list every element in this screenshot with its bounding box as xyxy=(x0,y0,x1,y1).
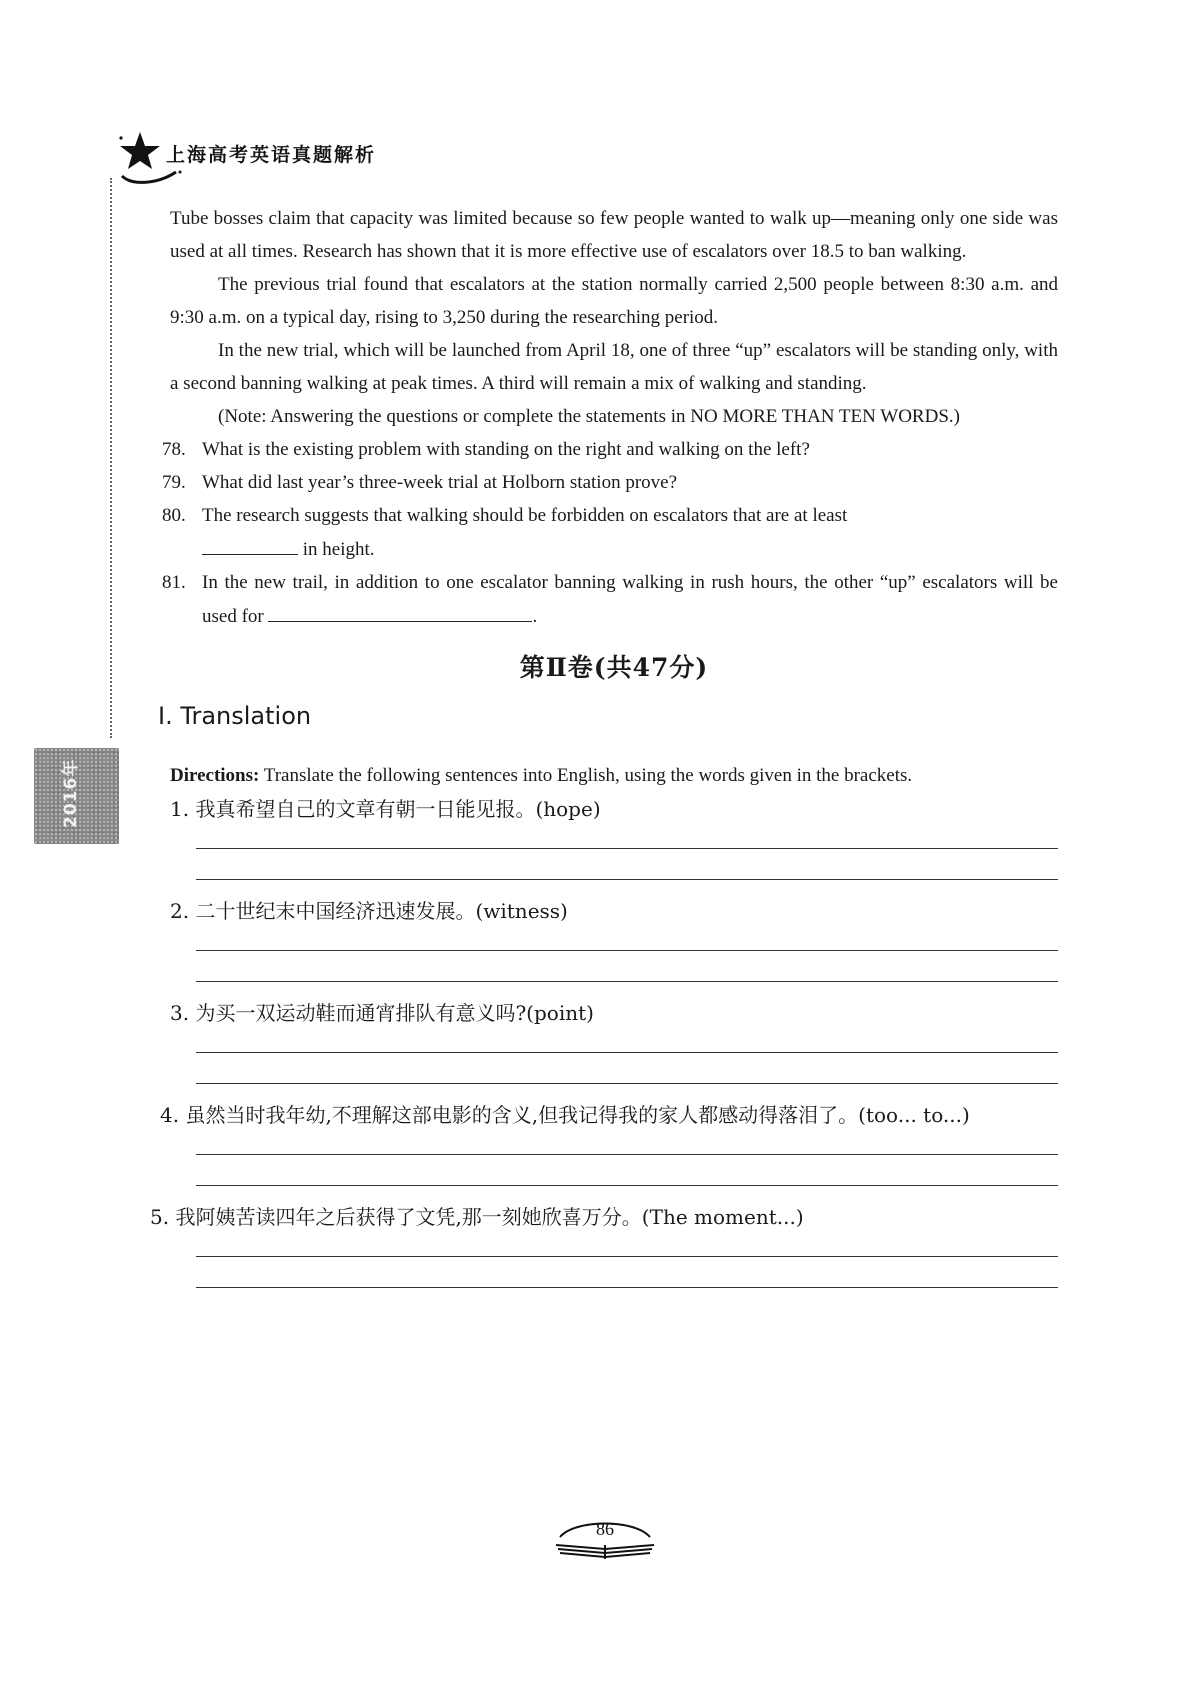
translation-item xyxy=(160,1098,1058,1186)
item-text: 我真希望自己的文章有朝一日能见报。(hope) xyxy=(195,797,601,821)
answer-line[interactable] xyxy=(196,1052,1058,1053)
item-text: 二十世纪末中国经济迅速发展。(witness) xyxy=(195,899,568,923)
directions-text: Translate the following sentences into English, using the words given in the brackets. xyxy=(263,765,913,786)
answer-line[interactable] xyxy=(196,879,1058,880)
translation-item xyxy=(170,792,1058,880)
note-paragraph: (Note: Answering the questions or complete the statements in NO MORE THAN TEN WORDS.) xyxy=(218,406,960,427)
directions-label: Directions: xyxy=(170,765,260,786)
year-label: 2016年 xyxy=(61,758,81,828)
answer-line[interactable] xyxy=(196,1154,1058,1155)
part-heading: I. Translation xyxy=(158,702,312,730)
question-text xyxy=(202,499,1058,566)
answer-line[interactable] xyxy=(196,1287,1058,1288)
answer-blank[interactable] xyxy=(268,599,532,622)
answer-line[interactable] xyxy=(196,848,1058,849)
answer-line[interactable] xyxy=(196,1185,1058,1186)
question-text: What is the existing problem with standing on the right and walking on the left? xyxy=(202,439,810,460)
item-number: 2. xyxy=(170,899,190,923)
question-text-after: . xyxy=(532,606,538,627)
translation-sentence xyxy=(170,792,1058,826)
answer-line[interactable] xyxy=(196,950,1058,951)
item-number: 5. xyxy=(150,1205,170,1229)
translation-item xyxy=(170,894,1058,982)
passage-paragraph: Tube bosses claim that capacity was limited because so few people wanted to walk up—meaning only one side was used at all times. Research has shown that it is more effective use of escalators over 18.5 to ban walking. xyxy=(170,208,1058,262)
question-number: 81. xyxy=(162,572,186,593)
book-title: 上海高考英语真题解析 xyxy=(166,144,377,166)
question-number: 80. xyxy=(162,505,186,526)
year-side-tab xyxy=(34,748,119,844)
reading-passage xyxy=(170,202,1058,433)
item-number: 4. xyxy=(160,1103,180,1127)
translation-item xyxy=(150,1200,1058,1288)
item-text: 为买一双运动鞋而通宵排队有意义吗?(point) xyxy=(195,1001,594,1025)
question-item xyxy=(162,433,1058,466)
translation-sentence xyxy=(170,894,1058,928)
answer-line[interactable] xyxy=(196,1256,1058,1257)
item-number: 1. xyxy=(170,797,190,821)
section-title: 第Ⅱ卷(共47分) xyxy=(519,653,709,682)
question-text-before: In the new trail, in addition to one escalator banning walking in rush hours, the other “up” escalators will be used for xyxy=(202,572,1058,627)
translation-list xyxy=(150,792,1058,1288)
question-item xyxy=(162,499,1058,566)
item-number: 3. xyxy=(170,1001,190,1025)
passage-paragraph: In the new trial, which will be launched from April 18, one of three “up” escalators will be standing only, with a second banning walking at peak times. A third will remain a mix of walking and standing. xyxy=(170,340,1058,394)
passage-paragraph: The previous trial found that escalators at the station normally carried 2,500 people between 8:30 a.m. and 9:30 a.m. on a typical day, rising to 3,250 during the researching period. xyxy=(170,274,1058,328)
translation-sentence xyxy=(150,1200,1058,1234)
item-text: 我阿姨苦读四年之后获得了文凭,那一刻她欣喜万分。(The moment...) xyxy=(175,1205,804,1229)
margin-rule xyxy=(110,178,112,738)
question-text: What did last year’s three-week trial at Holborn station prove? xyxy=(202,472,678,493)
translation-sentence xyxy=(160,1098,1058,1132)
question-text xyxy=(202,566,1058,633)
question-number: 79. xyxy=(162,472,186,493)
question-list xyxy=(162,433,1058,633)
question-item xyxy=(162,466,1058,499)
answer-blank[interactable] xyxy=(202,532,298,555)
page-number-badge xyxy=(550,1515,660,1561)
question-number: 78. xyxy=(162,439,186,460)
translation-item xyxy=(170,996,1058,1084)
question-item xyxy=(162,566,1058,633)
page-header xyxy=(118,128,518,188)
page-number: 86 xyxy=(596,1519,614,1539)
translation-sentence xyxy=(170,996,1058,1030)
page-content xyxy=(150,202,1058,1288)
question-text-before: The research suggests that walking should be forbidden on escalators that are at least xyxy=(202,505,848,526)
item-text: 虽然当时我年幼,不理解这部电影的含义,但我记得我的家人都感动得落泪了。(too... to...) xyxy=(185,1103,970,1127)
directions xyxy=(170,759,1058,792)
answer-line[interactable] xyxy=(196,981,1058,982)
answer-line[interactable] xyxy=(196,1083,1058,1084)
question-text-after: in height. xyxy=(302,539,375,560)
